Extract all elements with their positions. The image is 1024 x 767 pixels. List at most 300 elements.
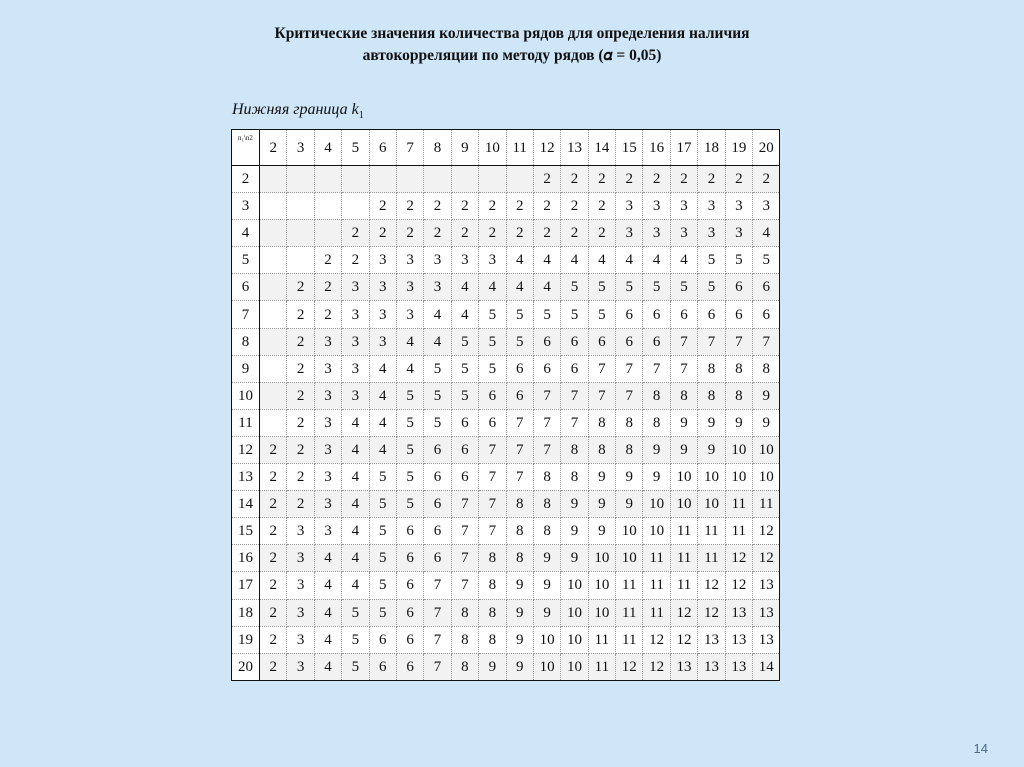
table-cell: 5 (396, 464, 423, 491)
table-cell: 4 (424, 301, 451, 328)
table-cell: 4 (561, 247, 588, 274)
table-cell: 12 (670, 626, 697, 653)
table-cell: 10 (616, 518, 643, 545)
row-header: 3 (232, 193, 260, 220)
table-cell: 5 (342, 626, 369, 653)
table-cell: 7 (479, 491, 506, 518)
row-header: 9 (232, 355, 260, 382)
corner-label: n₁\n2 (232, 130, 260, 166)
table-cell: 13 (725, 599, 752, 626)
table-cell: 4 (314, 572, 341, 599)
table-cell: 5 (479, 328, 506, 355)
table-cell: 3 (424, 247, 451, 274)
table-cell: 9 (670, 409, 697, 436)
table-cell: 4 (314, 545, 341, 572)
table-cell: 2 (314, 274, 341, 301)
table-cell: 8 (698, 355, 725, 382)
table-header-row (232, 130, 780, 166)
table-cell: 7 (698, 328, 725, 355)
table-cell: 2 (588, 166, 615, 193)
critical-values-table-container (231, 129, 780, 681)
table-cell: 2 (533, 166, 560, 193)
table-row (232, 409, 780, 436)
table-cell: 2 (616, 166, 643, 193)
table-cell: 3 (424, 274, 451, 301)
table-cell: 12 (698, 572, 725, 599)
table-cell: 7 (561, 409, 588, 436)
table-cell: 9 (533, 572, 560, 599)
table-cell: 7 (424, 572, 451, 599)
table-cell: 6 (588, 328, 615, 355)
table-cell: 2 (314, 301, 341, 328)
table-cell (287, 193, 314, 220)
table-cell: 6 (753, 274, 780, 301)
table-cell: 2 (260, 518, 287, 545)
table-cell: 12 (725, 572, 752, 599)
table-cell: 11 (753, 491, 780, 518)
row-header: 19 (232, 626, 260, 653)
table-cell: 8 (451, 599, 478, 626)
table-cell: 6 (479, 382, 506, 409)
table-caption-text: Нижняя граница k (232, 101, 359, 118)
row-header: 8 (232, 328, 260, 355)
table-cell (314, 220, 341, 247)
table-cell: 9 (698, 409, 725, 436)
table-cell: 9 (698, 436, 725, 463)
table-cell: 10 (561, 572, 588, 599)
table-cell: 10 (533, 626, 560, 653)
table-cell: 5 (369, 572, 396, 599)
table-cell: 3 (342, 382, 369, 409)
table-cell: 9 (506, 653, 533, 680)
table-cell: 4 (369, 409, 396, 436)
table-cell: 5 (396, 436, 423, 463)
table-cell: 5 (396, 409, 423, 436)
table-cell: 4 (396, 328, 423, 355)
row-header: 17 (232, 572, 260, 599)
table-cell: 2 (342, 247, 369, 274)
table-cell: 2 (725, 166, 752, 193)
table-cell: 5 (369, 491, 396, 518)
table-cell: 3 (369, 274, 396, 301)
table-cell: 10 (643, 518, 670, 545)
table-cell: 5 (396, 491, 423, 518)
table-cell: 9 (561, 518, 588, 545)
table-cell: 7 (424, 653, 451, 680)
table-cell: 6 (561, 355, 588, 382)
table-cell (260, 355, 287, 382)
table-cell: 2 (396, 220, 423, 247)
table-cell: 10 (643, 491, 670, 518)
table-cell: 6 (479, 409, 506, 436)
table-cell: 5 (424, 382, 451, 409)
table-cell: 4 (314, 653, 341, 680)
table-cell: 7 (533, 382, 560, 409)
table-cell: 10 (670, 464, 697, 491)
table-cell: 3 (643, 220, 670, 247)
table-cell: 9 (725, 409, 752, 436)
table-cell: 3 (369, 328, 396, 355)
table-cell: 7 (506, 409, 533, 436)
table-cell: 6 (616, 301, 643, 328)
table-cell: 6 (698, 301, 725, 328)
table-cell: 6 (424, 545, 451, 572)
table-cell: 11 (698, 545, 725, 572)
table-cell: 7 (479, 436, 506, 463)
table-cell (260, 247, 287, 274)
table-cell: 6 (506, 355, 533, 382)
table-cell: 4 (451, 301, 478, 328)
table-cell (314, 193, 341, 220)
column-header: 13 (561, 130, 588, 166)
table-cell: 13 (753, 599, 780, 626)
table-cell: 11 (616, 572, 643, 599)
table-cell: 6 (369, 626, 396, 653)
row-header: 12 (232, 436, 260, 463)
table-cell: 8 (533, 518, 560, 545)
table-cell: 2 (260, 436, 287, 463)
table-cell: 10 (616, 545, 643, 572)
table-cell: 6 (533, 355, 560, 382)
table-cell: 2 (506, 220, 533, 247)
table-cell: 2 (260, 572, 287, 599)
table-cell: 3 (287, 518, 314, 545)
table-cell: 10 (670, 491, 697, 518)
table-cell: 3 (314, 464, 341, 491)
table-cell: 2 (643, 166, 670, 193)
table-cell: 3 (314, 409, 341, 436)
table-cell: 10 (588, 545, 615, 572)
table-cell: 9 (533, 545, 560, 572)
table-cell: 5 (451, 382, 478, 409)
table-cell: 5 (588, 301, 615, 328)
table-cell: 10 (753, 436, 780, 463)
table-cell: 3 (670, 193, 697, 220)
table-cell: 2 (369, 220, 396, 247)
table-cell: 8 (561, 464, 588, 491)
table-row (232, 599, 780, 626)
critical-values-table (231, 129, 780, 681)
table-cell: 13 (753, 572, 780, 599)
table-cell: 10 (698, 464, 725, 491)
table-cell: 6 (369, 653, 396, 680)
table-cell: 10 (588, 599, 615, 626)
table-cell: 2 (698, 166, 725, 193)
table-cell: 7 (424, 599, 451, 626)
table-cell: 8 (533, 464, 560, 491)
table-cell: 2 (369, 193, 396, 220)
table-cell: 5 (533, 301, 560, 328)
table-cell (260, 382, 287, 409)
table-cell: 10 (725, 464, 752, 491)
table-cell: 2 (506, 193, 533, 220)
table-cell: 5 (479, 301, 506, 328)
row-header: 14 (232, 491, 260, 518)
table-cell: 6 (506, 382, 533, 409)
table-cell: 9 (561, 491, 588, 518)
table-row (232, 301, 780, 328)
table-cell: 11 (725, 491, 752, 518)
table-cell: 5 (725, 247, 752, 274)
table-cell: 10 (533, 653, 560, 680)
table-cell: 7 (533, 436, 560, 463)
table-row (232, 382, 780, 409)
table-cell: 6 (643, 328, 670, 355)
table-cell: 8 (479, 572, 506, 599)
table-cell: 8 (725, 382, 752, 409)
table-cell: 10 (588, 572, 615, 599)
table-cell: 3 (643, 193, 670, 220)
title-line-1: Критические значения количества рядов для определения наличия (274, 25, 750, 42)
table-cell: 7 (588, 382, 615, 409)
table-cell: 7 (451, 572, 478, 599)
table-cell: 4 (506, 274, 533, 301)
table-cell: 4 (616, 247, 643, 274)
table-cell: 11 (643, 572, 670, 599)
table-cell: 12 (753, 518, 780, 545)
table-cell: 4 (670, 247, 697, 274)
table-cell: 12 (753, 545, 780, 572)
table-cell: 3 (725, 220, 752, 247)
table-cell (287, 247, 314, 274)
table-row (232, 464, 780, 491)
table-cell: 8 (561, 436, 588, 463)
table-cell: 7 (506, 464, 533, 491)
table-cell: 8 (479, 545, 506, 572)
table-cell (260, 409, 287, 436)
table-cell: 7 (533, 409, 560, 436)
table-cell: 9 (670, 436, 697, 463)
table-cell (260, 220, 287, 247)
table-cell: 6 (396, 572, 423, 599)
table-cell: 5 (369, 599, 396, 626)
table-cell: 4 (369, 436, 396, 463)
column-header: 12 (533, 130, 560, 166)
table-cell: 4 (342, 572, 369, 599)
table-cell: 6 (670, 301, 697, 328)
table-cell: 4 (342, 491, 369, 518)
column-header: 17 (670, 130, 697, 166)
table-cell: 8 (616, 436, 643, 463)
table-cell: 3 (396, 247, 423, 274)
table-cell: 6 (616, 328, 643, 355)
table-cell: 10 (561, 599, 588, 626)
table-cell: 7 (670, 355, 697, 382)
table-cell: 3 (342, 301, 369, 328)
table-cell: 2 (260, 545, 287, 572)
table-row (232, 626, 780, 653)
row-header: 6 (232, 274, 260, 301)
table-cell: 3 (698, 193, 725, 220)
table-cell: 8 (506, 518, 533, 545)
table-cell: 2 (260, 626, 287, 653)
table-cell (260, 328, 287, 355)
table-cell: 6 (396, 626, 423, 653)
table-cell (287, 166, 314, 193)
table-cell: 7 (424, 626, 451, 653)
table-cell: 12 (616, 653, 643, 680)
table-cell: 2 (260, 491, 287, 518)
row-header: 11 (232, 409, 260, 436)
table-cell: 9 (479, 653, 506, 680)
table-cell: 3 (670, 220, 697, 247)
table-cell: 2 (287, 328, 314, 355)
table-cell: 4 (506, 247, 533, 274)
table-cell: 6 (643, 301, 670, 328)
table-cell: 4 (533, 274, 560, 301)
row-header: 5 (232, 247, 260, 274)
table-cell: 6 (424, 464, 451, 491)
table-cell (342, 166, 369, 193)
column-header: 4 (314, 130, 341, 166)
table-cell: 4 (396, 355, 423, 382)
table-cell: 9 (506, 599, 533, 626)
table-cell: 2 (342, 220, 369, 247)
table-row (232, 193, 780, 220)
table-cell: 5 (424, 355, 451, 382)
table-cell: 6 (451, 464, 478, 491)
table-cell: 2 (753, 166, 780, 193)
title-line-2: автокорреляции по методу рядов (𝛼 = 0,05) (362, 47, 662, 64)
table-cell: 8 (451, 626, 478, 653)
table-cell: 5 (561, 274, 588, 301)
table-cell: 7 (725, 328, 752, 355)
table-cell: 9 (506, 626, 533, 653)
table-cell: 8 (451, 653, 478, 680)
table-cell: 8 (643, 409, 670, 436)
table-cell: 3 (314, 491, 341, 518)
table-cell: 5 (424, 409, 451, 436)
table-cell: 3 (369, 247, 396, 274)
table-cell: 3 (287, 653, 314, 680)
table-cell: 12 (643, 626, 670, 653)
table-cell: 5 (451, 328, 478, 355)
row-header: 2 (232, 166, 260, 193)
table-cell: 4 (342, 409, 369, 436)
table-cell: 8 (479, 599, 506, 626)
table-cell: 4 (342, 464, 369, 491)
table-cell: 2 (287, 382, 314, 409)
table-cell: 8 (670, 382, 697, 409)
column-header: 6 (369, 130, 396, 166)
table-cell (260, 166, 287, 193)
table-cell: 6 (396, 653, 423, 680)
table-row (232, 355, 780, 382)
table-cell: 8 (753, 355, 780, 382)
table-cell: 6 (424, 491, 451, 518)
table-cell: 9 (643, 436, 670, 463)
table-cell: 4 (753, 220, 780, 247)
table-cell: 2 (287, 409, 314, 436)
table-cell: 6 (424, 436, 451, 463)
table-cell: 11 (670, 572, 697, 599)
table-cell: 3 (698, 220, 725, 247)
table-cell: 6 (424, 518, 451, 545)
table-cell: 2 (588, 193, 615, 220)
table-cell: 13 (753, 626, 780, 653)
table-cell: 2 (533, 220, 560, 247)
row-header: 13 (232, 464, 260, 491)
table-cell: 3 (287, 572, 314, 599)
table-cell: 3 (369, 301, 396, 328)
table-cell: 5 (753, 247, 780, 274)
table-cell: 11 (616, 599, 643, 626)
table-cell: 2 (260, 653, 287, 680)
table-cell: 3 (616, 193, 643, 220)
table-cell: 2 (451, 220, 478, 247)
table-cell: 13 (725, 653, 752, 680)
table-cell: 7 (506, 436, 533, 463)
table-cell: 8 (588, 436, 615, 463)
table-cell: 4 (643, 247, 670, 274)
table-cell: 2 (260, 464, 287, 491)
table-row (232, 247, 780, 274)
column-header: 10 (479, 130, 506, 166)
table-cell: 3 (314, 518, 341, 545)
table-cell: 13 (698, 626, 725, 653)
table-cell: 9 (533, 599, 560, 626)
table-cell: 9 (588, 518, 615, 545)
table-cell: 3 (314, 355, 341, 382)
table-cell: 3 (287, 545, 314, 572)
table-cell: 3 (479, 247, 506, 274)
table-cell: 3 (314, 436, 341, 463)
column-header: 3 (287, 130, 314, 166)
table-cell: 9 (753, 382, 780, 409)
table-row (232, 166, 780, 193)
table-cell: 2 (479, 220, 506, 247)
table-cell: 7 (451, 545, 478, 572)
table-cell: 3 (287, 626, 314, 653)
table-row (232, 220, 780, 247)
table-cell: 2 (561, 166, 588, 193)
table-cell: 5 (698, 247, 725, 274)
table-cell: 7 (451, 518, 478, 545)
table-cell: 7 (479, 518, 506, 545)
column-header: 18 (698, 130, 725, 166)
table-cell: 4 (314, 599, 341, 626)
table-cell (314, 166, 341, 193)
table-cell: 3 (342, 274, 369, 301)
table-cell: 6 (396, 545, 423, 572)
table-cell: 2 (479, 193, 506, 220)
table-cell: 7 (643, 355, 670, 382)
table-cell (396, 166, 423, 193)
table-cell: 3 (396, 301, 423, 328)
table-cell: 7 (616, 382, 643, 409)
table-cell: 9 (561, 545, 588, 572)
table-cell: 9 (588, 491, 615, 518)
table-cell: 5 (588, 274, 615, 301)
table-cell: 11 (616, 626, 643, 653)
table-cell: 7 (670, 328, 697, 355)
table-cell: 5 (396, 382, 423, 409)
table-cell: 6 (396, 599, 423, 626)
table-cell: 7 (561, 382, 588, 409)
table-cell: 3 (396, 274, 423, 301)
table-cell: 10 (725, 436, 752, 463)
table-cell: 3 (287, 599, 314, 626)
table-cell: 10 (698, 491, 725, 518)
table-caption-subscript: 1 (358, 110, 364, 122)
table-cell: 3 (451, 247, 478, 274)
table-cell: 14 (753, 653, 780, 680)
table-cell: 8 (698, 382, 725, 409)
row-header: 20 (232, 653, 260, 680)
column-header: 5 (342, 130, 369, 166)
table-cell (287, 220, 314, 247)
table-cell: 2 (451, 193, 478, 220)
